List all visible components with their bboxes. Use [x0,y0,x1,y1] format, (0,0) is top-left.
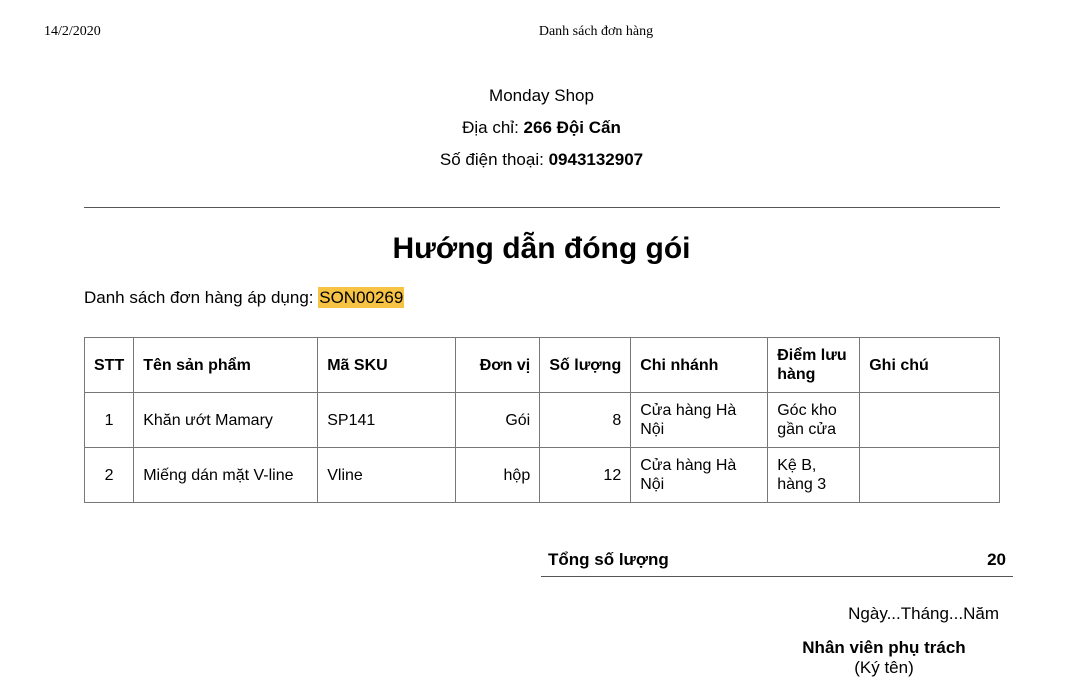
header-quantity: Số lượng [540,338,631,393]
total-quantity-label: Tổng số lượng [548,550,669,569]
cell-stt: 1 [85,393,134,448]
packing-table [84,337,1000,503]
shop-address [0,112,1078,144]
cell-branch: Cửa hàng Hà Nội [631,448,768,503]
header-sku: Mã SKU [318,338,456,393]
cell-quantity: 12 [540,448,631,503]
header-storage-location: Điểm lưu hàng [768,338,860,393]
cell-note [860,448,1000,503]
shop-name: Monday Shop [489,86,594,105]
divider [84,207,1000,208]
cell-storage-location: Kệ B, hàng 3 [768,448,860,503]
address-label: Địa chỉ: [462,118,519,137]
table-row [85,393,1000,448]
header-product-name: Tên sản phẩm [134,338,318,393]
cell-stt: 2 [85,448,134,503]
cell-storage-location: Góc kho gần cửa [768,393,860,448]
signature-date-line: Ngày...Tháng...Năm [848,604,999,623]
total-quantity-value: 20 [987,550,1006,569]
table-row [85,448,1000,503]
print-date: 14/2/2020 [44,24,101,39]
header-note: Ghi chú [860,338,1000,393]
shop-info [0,80,1078,176]
cell-product-name: Miếng dán mặt V-line [134,448,318,503]
cell-unit: hộp [456,448,540,503]
total-quantity-row [541,548,1013,577]
cell-quantity: 8 [540,393,631,448]
applied-orders [84,288,404,308]
table-header-row [85,338,1000,393]
cell-unit: Gói [456,393,540,448]
signer-note: (Ký tên) [854,658,914,677]
phone-label: Số điện thoại: [439,150,544,169]
phone-value: 0943132907 [548,150,644,169]
order-code-highlight[interactable]: SON00269 [319,288,404,307]
header-branch: Chi nhánh [631,338,768,393]
cell-product-name: Khăn ướt Mamary [134,393,318,448]
document-title: Hướng dẫn đóng gói [392,232,691,265]
address-value: 266 Đội Cấn [523,118,621,137]
shop-phone [0,144,1078,176]
header-unit: Đơn vị [456,338,540,393]
header-stt: STT [85,338,134,393]
cell-sku: SP141 [318,393,456,448]
cell-sku: Vline [318,448,456,503]
print-page-title: Danh sách đơn hàng [538,24,654,39]
applied-orders-label: Danh sách đơn hàng áp dụng: [84,288,314,307]
signature-block [784,638,984,678]
signer-role: Nhân viên phụ trách [802,638,966,657]
cell-branch: Cửa hàng Hà Nội [631,393,768,448]
cell-note [860,393,1000,448]
